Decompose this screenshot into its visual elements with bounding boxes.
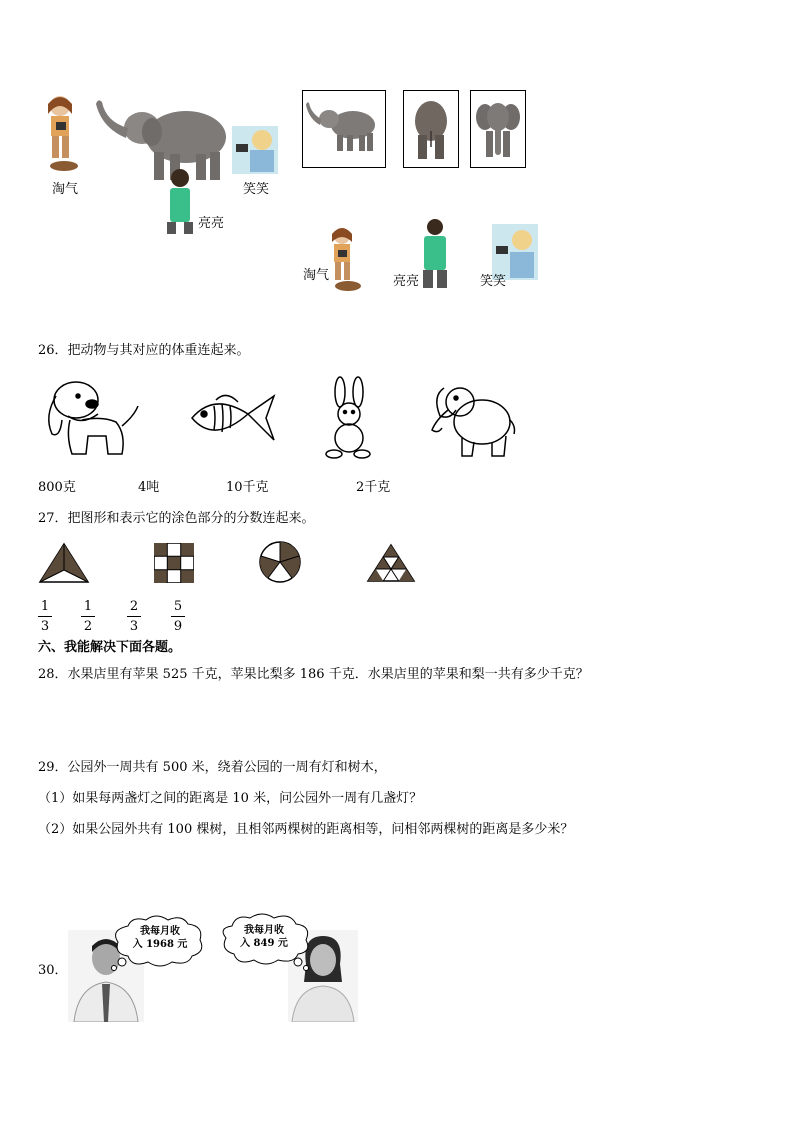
section6-title: 六、我能解决下面各题。 xyxy=(38,640,182,655)
elephant-outline-icon xyxy=(426,376,516,460)
liangliang-icon xyxy=(418,218,452,290)
man-bubble-line-1: 我每月收 xyxy=(140,926,180,937)
q29-sub1: （1）如果每两盏灯之间的距离是 10 米，问公园外一周有几盏灯？ xyxy=(38,791,423,806)
fraction-numerator: 1 xyxy=(40,599,50,614)
label-xiaoxiao-2: 笑笑 xyxy=(480,274,507,289)
elephant-view-side[interactable] xyxy=(302,90,386,168)
scene-drawing xyxy=(36,92,286,242)
q27-triangle-ninths[interactable] xyxy=(366,543,416,583)
q26-weight-3[interactable]: 10千克 xyxy=(226,480,269,495)
q26-weight-4[interactable]: 2千克 xyxy=(356,480,391,495)
label-xiaoxiao: 笑笑 xyxy=(243,182,270,197)
q26-weight-2[interactable]: 4吨 xyxy=(138,480,160,495)
man-bubble-text xyxy=(120,925,200,951)
fraction-bar xyxy=(171,616,185,617)
q27-fraction-4[interactable] xyxy=(171,599,185,634)
q26-rabbit[interactable] xyxy=(318,376,380,460)
man-bubble-line-2: 入 1968 元 xyxy=(132,939,188,950)
q26-dog[interactable] xyxy=(42,376,142,462)
woman-bubble-line-2: 入 849 元 xyxy=(240,938,288,949)
q28-text: 28．水果店里有苹果 525 千克，苹果比梨多 186 千克．水果店里的苹果和梨一共有多少千克？ xyxy=(38,667,589,682)
q26-fish[interactable] xyxy=(186,388,278,448)
elephant-figure xyxy=(96,100,226,180)
fraction-denominator: 2 xyxy=(83,619,93,634)
label-taoqi: 淘气 xyxy=(52,182,79,197)
fraction-numerator: 5 xyxy=(173,599,183,614)
kid-liangliang-small xyxy=(418,218,452,290)
q27-circle-halves[interactable] xyxy=(258,540,302,584)
q27-prompt: 27．把图形和表示它的涂色部分的分数连起来。 xyxy=(38,511,315,526)
woman-bubble-line-1: 我每月收 xyxy=(244,925,284,936)
fraction-denominator: 3 xyxy=(40,619,50,634)
dog-icon xyxy=(42,376,142,462)
q26-prompt: 26．把动物与其对应的体重连起来。 xyxy=(38,343,250,358)
fraction-denominator: 9 xyxy=(173,619,183,634)
q29-sub2: （2）如果公园外共有 100 棵树，且相邻两棵树的距离相等，问相邻两棵树的距离是多少米？ xyxy=(38,822,574,837)
fraction-numerator: 2 xyxy=(129,599,139,614)
circle-shape-icon xyxy=(258,540,302,584)
q29-text: 29．公园外一周共有 500 米，绕着公园的一周有灯和树木， xyxy=(38,760,387,775)
scene-illustration xyxy=(36,92,286,242)
elephant-view-back[interactable] xyxy=(403,90,459,168)
q27-fraction-2[interactable] xyxy=(81,599,95,634)
triangle-shape-icon xyxy=(38,542,90,584)
xiaoxiao-figure xyxy=(232,126,278,174)
q30-number: 30． xyxy=(38,963,68,978)
taoqi-figure xyxy=(48,96,78,171)
q26-weight-1[interactable]: 800克 xyxy=(38,480,76,495)
label-liangliang: 亮亮 xyxy=(198,216,225,231)
fraction-bar xyxy=(81,616,95,617)
label-taoqi-2: 淘气 xyxy=(303,268,330,283)
q27-triangle-thirds[interactable] xyxy=(38,542,90,584)
elephant-view-front[interactable] xyxy=(470,90,526,168)
rabbit-icon xyxy=(318,376,380,460)
fraction-bar xyxy=(38,616,52,617)
fraction-denominator: 3 xyxy=(129,619,139,634)
q27-fraction-3[interactable] xyxy=(127,599,141,634)
q27-grid-ninths[interactable] xyxy=(154,543,194,583)
elephant-front-icon xyxy=(471,91,525,167)
fraction-bar xyxy=(127,616,141,617)
elephant-back-icon xyxy=(404,91,458,167)
fish-icon xyxy=(186,388,278,448)
grid-shape-icon xyxy=(154,543,194,583)
label-liangliang-2: 亮亮 xyxy=(393,274,420,289)
fraction-numerator: 1 xyxy=(83,599,93,614)
triangle-grid-icon xyxy=(366,543,416,583)
q30-woman-bubble xyxy=(218,912,316,972)
q30-man-bubble xyxy=(106,914,208,974)
q26-elephant[interactable] xyxy=(426,376,516,460)
kid-xiaoxiao-small xyxy=(492,224,538,280)
woman-bubble-text xyxy=(224,924,304,950)
q27-fraction-1[interactable] xyxy=(38,599,52,634)
elephant-side-icon xyxy=(303,91,385,167)
xiaoxiao-icon xyxy=(492,224,538,280)
